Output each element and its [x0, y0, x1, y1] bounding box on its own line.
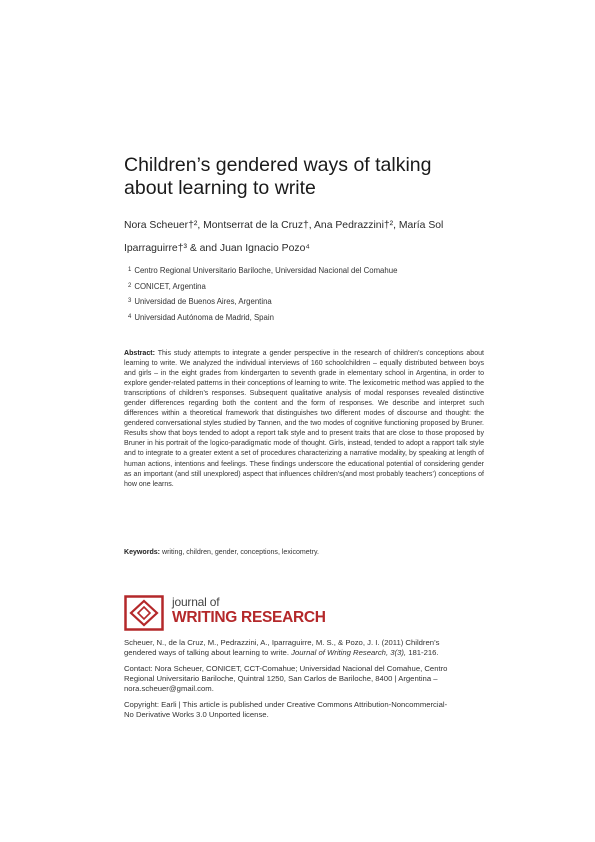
- authors-line-2: Iparraguirre†³ & and Juan Ignacio Pozo⁴: [124, 243, 310, 254]
- affiliation-mark: 1: [128, 267, 132, 273]
- logo-text-journal-of: journal of: [172, 595, 220, 609]
- copyright-line-1: Copyright: Earli | This article is published under Creative Commons Attribution-Noncommercial-: [124, 700, 448, 710]
- article-meta: [124, 638, 484, 726]
- contact-info: [124, 664, 484, 695]
- title-line-2: about learning to write: [124, 177, 316, 199]
- citation-pages: 181-216.: [408, 648, 439, 658]
- citation: [124, 638, 484, 659]
- keywords-text: writing, children, gender, conceptions, lexicometry.: [162, 549, 319, 556]
- article-title: [124, 154, 484, 200]
- journal-logo: [124, 593, 324, 633]
- affiliation-item: [128, 310, 488, 326]
- citation-line-2: [124, 648, 484, 658]
- contact-line-2: Regional Universitario Bariloche, Quintral 1250, San Carlos de Bariloche, 8400 | Argentina –: [124, 674, 438, 684]
- citation-journal: Journal of Writing Research, 3(3),: [291, 648, 407, 658]
- keywords-label: Keywords:: [124, 549, 161, 556]
- affiliation-text: Centro Regional Universitario Bariloche, Universidad Nacional del Comahue: [134, 266, 398, 275]
- affiliation-mark: 2: [128, 282, 132, 289]
- copyright-line-2: No Derivative Works 3.0 Unported license.: [124, 710, 269, 720]
- author-list: [124, 214, 494, 260]
- citation-title-end: gendered ways of talking about learning to write.: [124, 648, 289, 658]
- logo-text-writing-research: WRITING RESEARCH: [172, 609, 326, 626]
- abstract-label: Abstract:: [124, 350, 155, 357]
- affiliation-item: [128, 279, 488, 295]
- citation-line-1: Scheuer, N., de la Cruz, M., Pedrazzini, A., Iparraguirre, M. S., & Pozo, J. I. (2011) Children’s: [124, 638, 440, 647]
- authors-line-1: Nora Scheuer†², Montserrat de la Cruz†, Ana Pedrazzini†², María Sol: [124, 220, 444, 231]
- diamond-logo-icon: [124, 595, 164, 631]
- title-line-1: Children’s gendered ways of talking: [124, 154, 432, 176]
- affiliation-text: Universidad de Buenos Aires, Argentina: [134, 297, 272, 306]
- affiliation-text: Universidad Autónoma de Madrid, Spain: [134, 312, 274, 322]
- contact-email[interactable]: nora.scheuer@gmail.com.: [124, 684, 214, 694]
- contact-line-1: Contact: Nora Scheuer, CONICET, CCT-Comahue; Universidad Nacional del Comahue, Centro: [124, 663, 448, 673]
- abstract-text: This study attempts to integrate a gender perspective in the research of children’s conceptions about learning to write. We analyzed the individual interviews of 160 schoolchildren – equally distributed between boys and girls – in the eight grades from kindergarten to seventh grade in elementary school in Argentina, in order to explore gender-related patterns in their conceptions of learning to write. The lexicometric method was applied to the transcriptions of children’s responses. Subsequent qualitative analysis of modal responses revealed distinctive gender differences regarding both the content and the form of responses. We describe and interpret such differences within a theoretical framework that distinguishes two different modes of discourse and thought: the gendered conversational styles studied by Tannen, and the two modes of cognitive functioning proposed by Bruner. Results show that boys tended to adopt a report talk style and to present traits that are close to those proposed by Bruner in his portrait of the logico-paradigmatic mode of thought. Girls, instead, tended to adopt a rapport talk style and to integrate to a greater extent a set of procedures characterizing a narrative modality, by speaking at length of human actions, intentions and feelings. These findings underscore the educational potential of considering gender as an important (and still unexplored) aspect that influences children’s(and most probably teachers’) conceptions of how one learns.: [124, 350, 484, 488]
- affiliation-mark: 3: [128, 298, 132, 304]
- affiliation-mark: 4: [128, 313, 132, 320]
- affiliation-text: CONICET, Argentina: [134, 281, 206, 291]
- affiliation-item: [128, 263, 488, 279]
- affiliation-list: [128, 263, 488, 325]
- affiliation-item: [128, 294, 488, 310]
- abstract: [124, 349, 484, 490]
- copyright-notice: [124, 700, 484, 721]
- keywords: [124, 549, 484, 556]
